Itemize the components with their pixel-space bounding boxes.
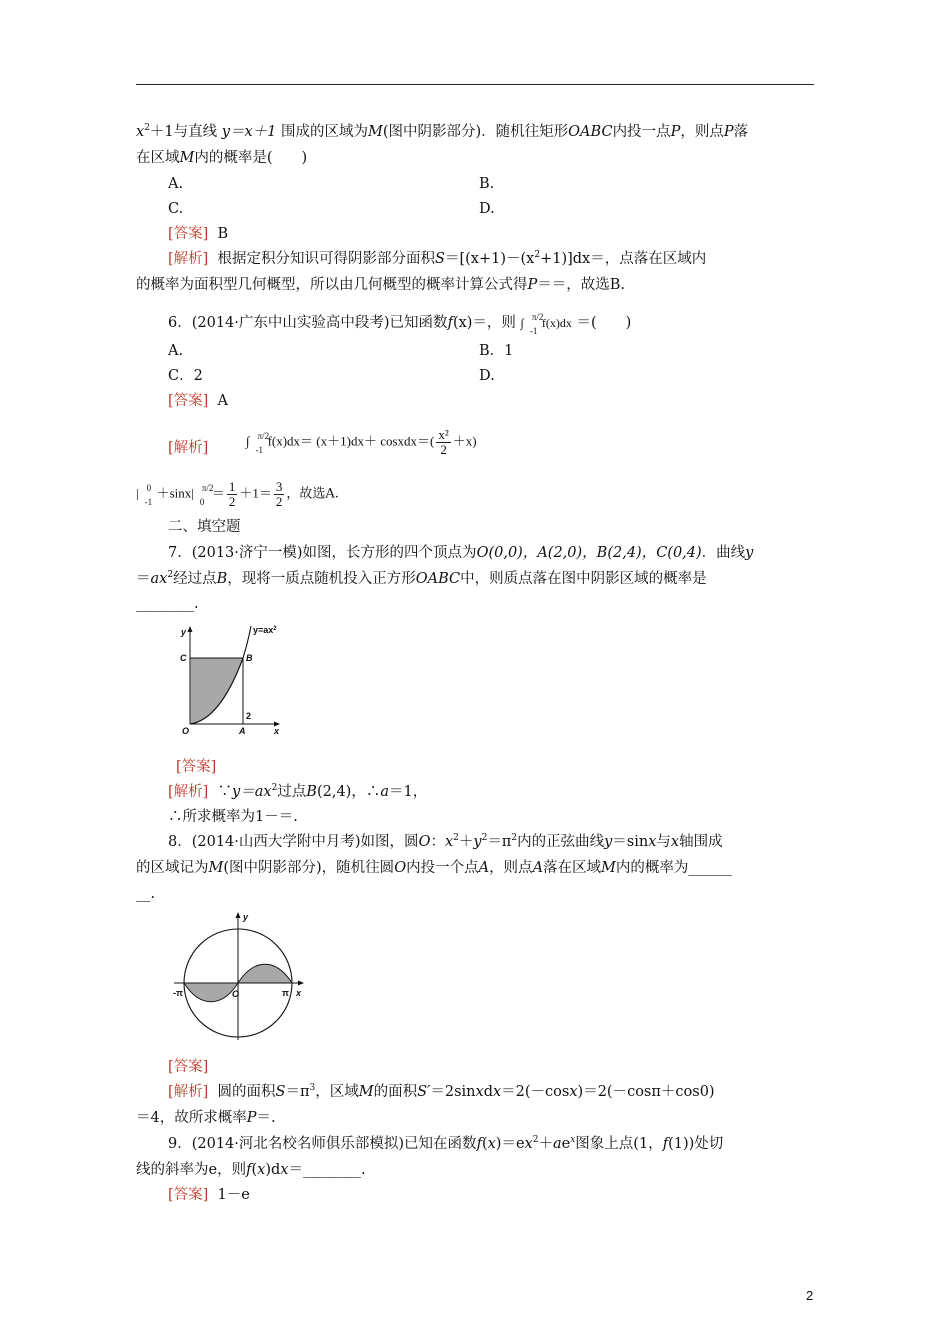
section-title: 二、填空题	[168, 519, 241, 535]
q8-answer	[168, 1057, 208, 1077]
q6-answer: [答案] A	[168, 393, 229, 409]
q6-stem: 6．(2014·广东中山实验高中段考)已知函数f(x)＝，则 ∫ π/2 -1 f(x)dx ＝( )	[168, 312, 632, 336]
q7-answer	[176, 757, 216, 777]
q8-label-neg-pi: -π	[173, 988, 183, 998]
answer-tag: [答案]	[168, 393, 209, 409]
q7-stem-line2: $=ax^2$经过点B，现将一质点随机投入正方形OABC中，则质点落在图中阴影区域的概率是	[136, 570, 707, 587]
q7-label-x: x	[274, 726, 280, 736]
q7-label-a: A	[239, 726, 246, 736]
analysis-tag: [解析]	[168, 1084, 209, 1100]
answer-tag: [答案]	[168, 1059, 209, 1075]
q7-figure	[170, 620, 290, 742]
answer-tag: [答案]	[176, 759, 217, 775]
q7-blank: ________.	[136, 596, 199, 612]
q6-analysis-line2: | 0 -1 ＋sinx| π/2 0 ＝ $\frac{1}{2}$ ＋1＝ $\frac{3}{2}$ ，故选A.	[136, 479, 339, 509]
q6-analysis-line1	[168, 438, 208, 458]
q5-analysis-line1: [解析] 根据定积分知识可得阴影部分面积$S=[(x+1)-(x^2+1)]dx=$，点落在区域内	[168, 250, 707, 267]
q5-analysis-line2: 的概率为面积型几何概型，所以由几何概型的概率计算公式得P＝＝，故选B.	[136, 277, 626, 293]
q8-label-x: x	[296, 988, 302, 998]
q7-label-two: 2	[246, 711, 252, 721]
q7-analysis-line2: ∴所求概率为1－＝.	[168, 809, 298, 825]
analysis-tag: [解析]	[168, 440, 209, 456]
q8-blank-end: __.	[136, 886, 156, 902]
q7-analysis-line1: [解析] $\because y=ax^2$过点B(2,4)，∴a＝1，	[168, 783, 428, 800]
page-number: 2	[806, 1288, 814, 1303]
q6-analysis-expression: ∫ π/2 -1 f(x)dx＝ (x＋1)dx＋ cosxdx＝( $\frac{\text{x²}}{2}$ ＋x)	[246, 427, 477, 457]
q5-option-d: D.	[479, 201, 495, 217]
q8-analysis-line2: ＝4，故所求概率P＝.	[136, 1110, 276, 1126]
q5-stem-line2: 在区域M内的概率是( )	[136, 150, 308, 166]
q9-answer: [答案] 1－e	[168, 1187, 250, 1203]
q7-y-arrow-icon	[188, 626, 193, 632]
q5-option-b: B.	[479, 176, 495, 192]
q7-label-o: O	[182, 726, 190, 736]
q5-option-c: C.	[168, 201, 184, 217]
q8-label-pi: π	[282, 988, 289, 998]
q6-option-c: C．2	[168, 368, 203, 384]
q8-label-y: y	[243, 912, 249, 922]
q6-option-b: B．1	[479, 343, 514, 359]
q7-shaded-region	[190, 658, 243, 724]
q6-integral: ∫ π/2 -1 f(x)dx	[520, 312, 572, 336]
header-rule	[136, 84, 814, 85]
q7-stem-line1: 7．(2013·济宁一模)如图，长方形的四个顶点为O(0,0)，A(2,0)，B(2,4)，C(0,4)．曲线y	[168, 545, 754, 561]
q8-analysis-line1: [解析] 圆的面积$S=\pi^3$，区域M的面积S′＝2sinxdx＝2(－cosx)＝2(－cosπ＋cos0)	[168, 1083, 715, 1100]
q5-stem-line1: $x^2+1$与直线 y＝x＋1 围成的区域为M(图中阴影部分)．随机往矩形OABC内投一点P，则点P落	[136, 123, 749, 140]
q6-option-d: D.	[479, 368, 495, 384]
q8-figure	[170, 908, 310, 1044]
q8-shaded-region-left	[184, 983, 238, 1002]
q5-option-a: A.	[168, 176, 184, 192]
q9-stem-line2: 线的斜率为e，则f(x)dx＝________.	[136, 1162, 366, 1178]
q5-answer: [答案] B	[168, 226, 229, 242]
analysis-tag: [解析]	[168, 251, 209, 267]
q7-label-c: C	[180, 653, 187, 663]
analysis-tag: [解析]	[168, 784, 209, 800]
answer-tag: [答案]	[168, 226, 209, 242]
answer-tag: [答案]	[168, 1187, 209, 1203]
q8-stem-line2: 的区域记为M(图中阴影部分)，随机往圆O内投一个点A，则点A落在区域M内的概率为______	[136, 860, 732, 876]
q8-x-arrow-icon	[298, 981, 304, 986]
q8-y-arrow-icon	[236, 912, 241, 918]
q8-stem-line1: 8．(2014·山西大学附中月考)如图，圆O：$x^2+y^2=\pi^2$内的正弦曲线y＝sinx与x轴围成	[168, 833, 723, 850]
q6-option-a: A.	[168, 343, 184, 359]
q8-shaded-region-right	[238, 964, 292, 983]
q9-stem-line1: 9．(2014·河北名校名师俱乐部模拟)已知在函数$f(x)=ex^2+ae^x$图象上点(1，f(1))处切	[168, 1135, 724, 1152]
q7-label-b: B	[246, 653, 253, 663]
q8-label-o: O	[232, 989, 240, 999]
q7-label-y: y	[181, 627, 187, 637]
q7-curve-label: $y=ax^2$	[253, 625, 277, 635]
